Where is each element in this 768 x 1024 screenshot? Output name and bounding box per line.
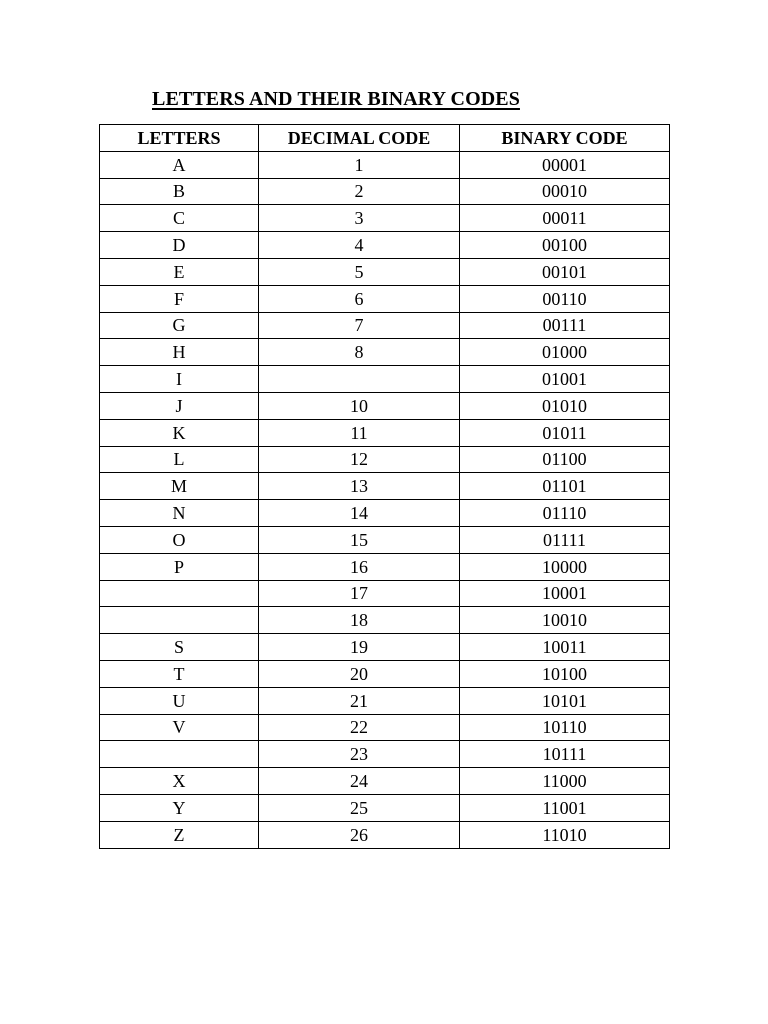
letter-cell: A [100, 151, 259, 178]
table-row [100, 660, 670, 687]
decimal-code-cell: 8 [259, 339, 460, 366]
binary-code-cell: 10110 [460, 714, 670, 741]
decimal-code-cell: 20 [259, 660, 460, 687]
binary-code-cell: 11000 [460, 768, 670, 795]
table-row [100, 446, 670, 473]
decimal-code-cell: 24 [259, 768, 460, 795]
binary-code-cell: 01111 [460, 526, 670, 553]
binary-code-cell: 01110 [460, 500, 670, 527]
decimal-code-cell: 26 [259, 821, 460, 848]
decimal-code-cell: 18 [259, 607, 460, 634]
decimal-code-cell: 17 [259, 580, 460, 607]
table-row [100, 312, 670, 339]
binary-code-cell: 01001 [460, 366, 670, 393]
letter-cell: Y [100, 794, 259, 821]
binary-code-cell: 00011 [460, 205, 670, 232]
binary-code-cell: 10011 [460, 634, 670, 661]
decimal-code-cell: 7 [259, 312, 460, 339]
binary-code-cell: 01011 [460, 419, 670, 446]
binary-code-cell: 10101 [460, 687, 670, 714]
table-row [100, 178, 670, 205]
table-body [100, 151, 670, 848]
letter-cell: X [100, 768, 259, 795]
letter-cell: Z [100, 821, 259, 848]
table-row [100, 500, 670, 527]
binary-code-cell: 10010 [460, 607, 670, 634]
header-row [100, 125, 670, 152]
binary-code-cell: 00111 [460, 312, 670, 339]
letter-cell: O [100, 526, 259, 553]
letter-cell: L [100, 446, 259, 473]
binary-code-cell: 00100 [460, 232, 670, 259]
decimal-code-cell: 6 [259, 285, 460, 312]
table-row [100, 419, 670, 446]
letter-cell [100, 741, 259, 768]
header-binary-code: BINARY CODE [460, 125, 670, 152]
table-row [100, 339, 670, 366]
table-header [100, 125, 670, 152]
letter-cell: E [100, 258, 259, 285]
table-row [100, 205, 670, 232]
table-row [100, 473, 670, 500]
letter-cell [100, 580, 259, 607]
letter-cell: G [100, 312, 259, 339]
decimal-code-cell: 12 [259, 446, 460, 473]
table-row [100, 714, 670, 741]
table-row [100, 285, 670, 312]
decimal-code-cell: 5 [259, 258, 460, 285]
binary-code-cell: 00101 [460, 258, 670, 285]
table-row [100, 794, 670, 821]
binary-code-cell: 10000 [460, 553, 670, 580]
decimal-code-cell [259, 366, 460, 393]
table-row [100, 392, 670, 419]
letter-cell [100, 607, 259, 634]
decimal-code-cell: 13 [259, 473, 460, 500]
letter-cell: B [100, 178, 259, 205]
binary-codes-table [99, 124, 670, 849]
table-row [100, 580, 670, 607]
table-row [100, 821, 670, 848]
binary-code-cell: 10001 [460, 580, 670, 607]
binary-code-cell: 11010 [460, 821, 670, 848]
decimal-code-cell: 15 [259, 526, 460, 553]
letter-cell: C [100, 205, 259, 232]
decimal-code-cell: 14 [259, 500, 460, 527]
decimal-code-cell: 11 [259, 419, 460, 446]
page-title: LETTERS AND THEIR BINARY CODES [152, 88, 520, 110]
binary-code-cell: 11001 [460, 794, 670, 821]
letter-cell: P [100, 553, 259, 580]
table-row [100, 741, 670, 768]
letter-cell: V [100, 714, 259, 741]
binary-code-cell: 00010 [460, 178, 670, 205]
letter-cell: U [100, 687, 259, 714]
letter-cell: H [100, 339, 259, 366]
decimal-code-cell: 4 [259, 232, 460, 259]
decimal-code-cell: 25 [259, 794, 460, 821]
letter-cell: D [100, 232, 259, 259]
letter-cell: J [100, 392, 259, 419]
decimal-code-cell: 22 [259, 714, 460, 741]
letter-cell: F [100, 285, 259, 312]
letter-cell: S [100, 634, 259, 661]
binary-code-cell: 10111 [460, 741, 670, 768]
table-row [100, 768, 670, 795]
letter-cell: N [100, 500, 259, 527]
decimal-code-cell: 10 [259, 392, 460, 419]
header-decimal-code: DECIMAL CODE [259, 125, 460, 152]
binary-code-cell: 01000 [460, 339, 670, 366]
decimal-code-cell: 19 [259, 634, 460, 661]
table-row [100, 526, 670, 553]
binary-code-cell: 01100 [460, 446, 670, 473]
binary-code-cell: 00001 [460, 151, 670, 178]
binary-code-cell: 01010 [460, 392, 670, 419]
decimal-code-cell: 21 [259, 687, 460, 714]
decimal-code-cell: 23 [259, 741, 460, 768]
binary-code-cell: 01101 [460, 473, 670, 500]
decimal-code-cell: 2 [259, 178, 460, 205]
binary-code-cell: 10100 [460, 660, 670, 687]
header-letters: LETTERS [100, 125, 259, 152]
table-row [100, 258, 670, 285]
table-row [100, 634, 670, 661]
table-row [100, 366, 670, 393]
binary-code-cell: 00110 [460, 285, 670, 312]
decimal-code-cell: 3 [259, 205, 460, 232]
decimal-code-cell: 16 [259, 553, 460, 580]
letter-cell: T [100, 660, 259, 687]
letter-cell: M [100, 473, 259, 500]
table-row [100, 553, 670, 580]
table-row [100, 687, 670, 714]
letter-cell: K [100, 419, 259, 446]
table-row [100, 232, 670, 259]
table-row [100, 607, 670, 634]
decimal-code-cell: 1 [259, 151, 460, 178]
letter-cell: I [100, 366, 259, 393]
table-row [100, 151, 670, 178]
